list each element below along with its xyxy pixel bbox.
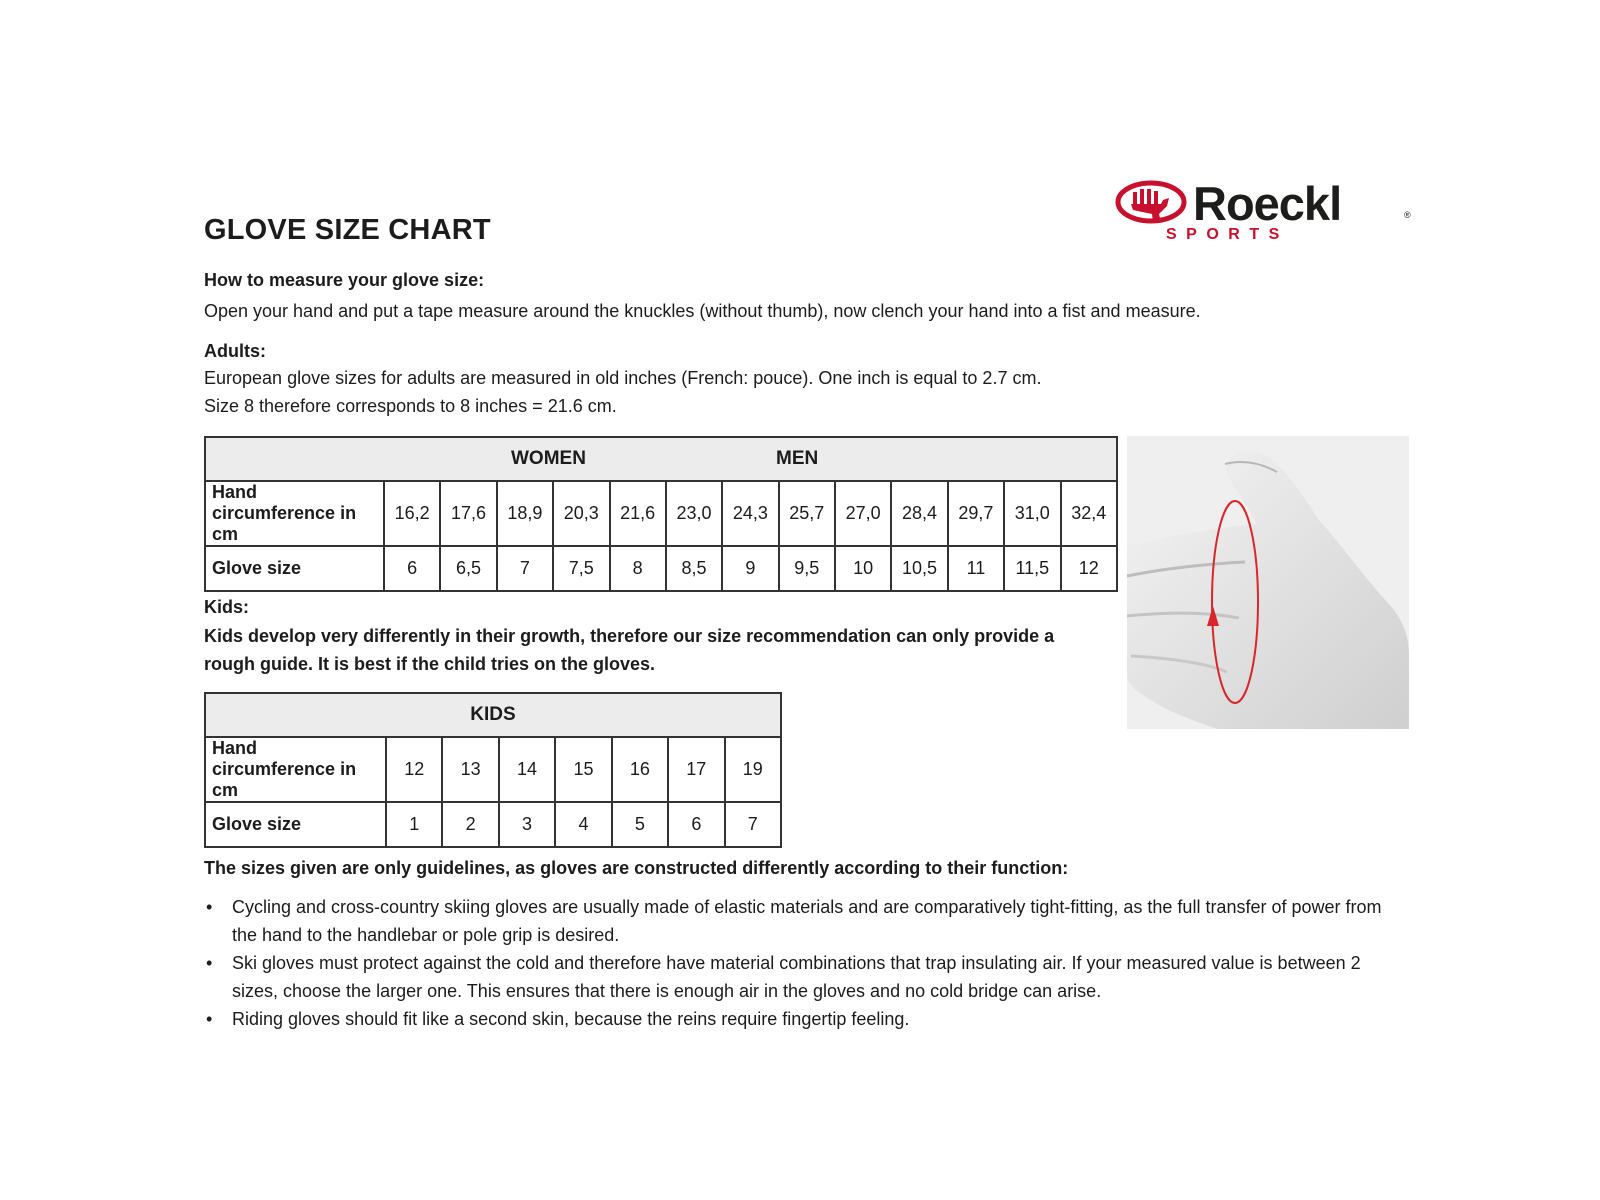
kids-table-header-row xyxy=(205,693,781,737)
table-cell: 31,0 xyxy=(1004,481,1060,546)
table-cell: 8 xyxy=(610,546,666,591)
registered-mark: ® xyxy=(1404,210,1411,220)
table-row xyxy=(205,481,1117,546)
table-cell: 6,5 xyxy=(440,546,496,591)
table-cell: 7,5 xyxy=(553,546,609,591)
adults-heading: Adults: xyxy=(204,341,266,361)
table-cell: 2 xyxy=(442,802,498,847)
list-item-text: Ski gloves must protect against the cold and therefore have material combinations that trap insulating air. If your measured value is between 2 sizes, choose the larger one. This ensures that there is enough air in the gloves and no cold bridge can arise. xyxy=(232,953,1361,1001)
list-item xyxy=(204,949,1404,1005)
table-cell: 17,6 xyxy=(440,481,496,546)
table-row xyxy=(205,737,781,802)
table-cell: 16 xyxy=(612,737,668,802)
measure-instructions: Open your hand and put a tape measure around the knuckles (without thumb), now clench your hand into a fist and measure. xyxy=(204,301,1201,321)
table-cell: 27,0 xyxy=(835,481,891,546)
list-item xyxy=(204,1005,1404,1033)
row-label-hand-circumference: Hand circumference in cm xyxy=(205,737,386,802)
table-cell: 4 xyxy=(555,802,611,847)
table-cell: 9,5 xyxy=(779,546,835,591)
bullet-icon: • xyxy=(206,1009,213,1029)
guidelines-list xyxy=(204,893,1404,1033)
table-cell: 11 xyxy=(948,546,1004,591)
table-cell: 11,5 xyxy=(1004,546,1060,591)
table-cell: 3 xyxy=(499,802,555,847)
table-cell: 17 xyxy=(668,737,724,802)
kids-size-table xyxy=(204,692,782,848)
hand-illustration-icon xyxy=(1127,436,1409,729)
measure-heading: How to measure your glove size: xyxy=(204,270,485,290)
table-cell: 7 xyxy=(725,802,781,847)
table-cell: 12 xyxy=(1061,546,1118,591)
table-cell: 20,3 xyxy=(553,481,609,546)
adult-table-header xyxy=(205,437,1117,481)
table-cell: 19 xyxy=(725,737,781,802)
table-cell: 10 xyxy=(835,546,891,591)
kids-text: Kids develop very differently in their growth, therefore our size recommendation can only provide a rough guide. It is best if the child tries on the gloves. xyxy=(204,626,1055,674)
table-cell: 9 xyxy=(722,546,778,591)
row-label-hand-circumference: Hand circumference in cm xyxy=(205,481,384,546)
table-cell: 6 xyxy=(384,546,440,591)
table-cell: 1 xyxy=(386,802,442,847)
row-label-glove-size: Glove size xyxy=(205,802,386,847)
table-row xyxy=(205,802,781,847)
kids-header: KIDS xyxy=(205,693,781,737)
table-cell: 32,4 xyxy=(1061,481,1118,546)
list-item-text: Riding gloves should fit like a second skin, because the reins require fingertip feeling. xyxy=(232,1009,910,1029)
table-cell: 5 xyxy=(612,802,668,847)
adult-table-header-row xyxy=(205,437,1117,481)
table-cell: 21,6 xyxy=(610,481,666,546)
table-cell: 25,7 xyxy=(779,481,835,546)
bullet-icon: • xyxy=(206,897,213,917)
kids-heading: Kids: xyxy=(204,597,249,617)
table-cell: 6 xyxy=(668,802,724,847)
table-cell: 16,2 xyxy=(384,481,440,546)
table-cell: 23,0 xyxy=(666,481,722,546)
page-title: GLOVE SIZE CHART xyxy=(204,214,491,246)
table-cell: 7 xyxy=(497,546,553,591)
table-cell: 12 xyxy=(386,737,442,802)
adult-size-table xyxy=(204,436,1118,592)
table-cell: 29,7 xyxy=(948,481,1004,546)
logo-wordmark: Roeckl xyxy=(1193,177,1342,230)
table-cell: 10,5 xyxy=(891,546,947,591)
table-cell: 24,3 xyxy=(722,481,778,546)
list-item xyxy=(204,893,1404,949)
logo-subtitle: SPORTS xyxy=(1166,226,1289,243)
hand-measurement-illustration xyxy=(1127,436,1409,729)
table-cell: 15 xyxy=(555,737,611,802)
guidelines-heading: The sizes given are only guidelines, as gloves are constructed differently according to their function: xyxy=(204,858,1069,878)
roeckl-logo xyxy=(1115,178,1415,248)
list-item-text: Cycling and cross-country skiing gloves are usually made of elastic materials and are comparatively tight-fitting, as the full transfer of power from the hand to the handlebar or pole grip is desired. xyxy=(232,897,1382,945)
row-label-glove-size: Glove size xyxy=(205,546,384,591)
bullet-icon: • xyxy=(206,953,213,973)
table-cell: 14 xyxy=(499,737,555,802)
men-header: MEN xyxy=(776,448,819,469)
table-row xyxy=(205,546,1117,591)
table-cell: 18,9 xyxy=(497,481,553,546)
women-header: WOMEN xyxy=(511,448,586,469)
table-cell: 13 xyxy=(442,737,498,802)
table-cell: 28,4 xyxy=(891,481,947,546)
adults-text-line-2: Size 8 therefore corresponds to 8 inches = 21.6 cm. xyxy=(204,396,617,416)
glove-logo-icon xyxy=(1115,178,1191,226)
table-cell: 8,5 xyxy=(666,546,722,591)
adults-text-line-1: European glove sizes for adults are measured in old inches (French: pouce). One inch is equal to 2.7 cm. xyxy=(204,368,1042,388)
